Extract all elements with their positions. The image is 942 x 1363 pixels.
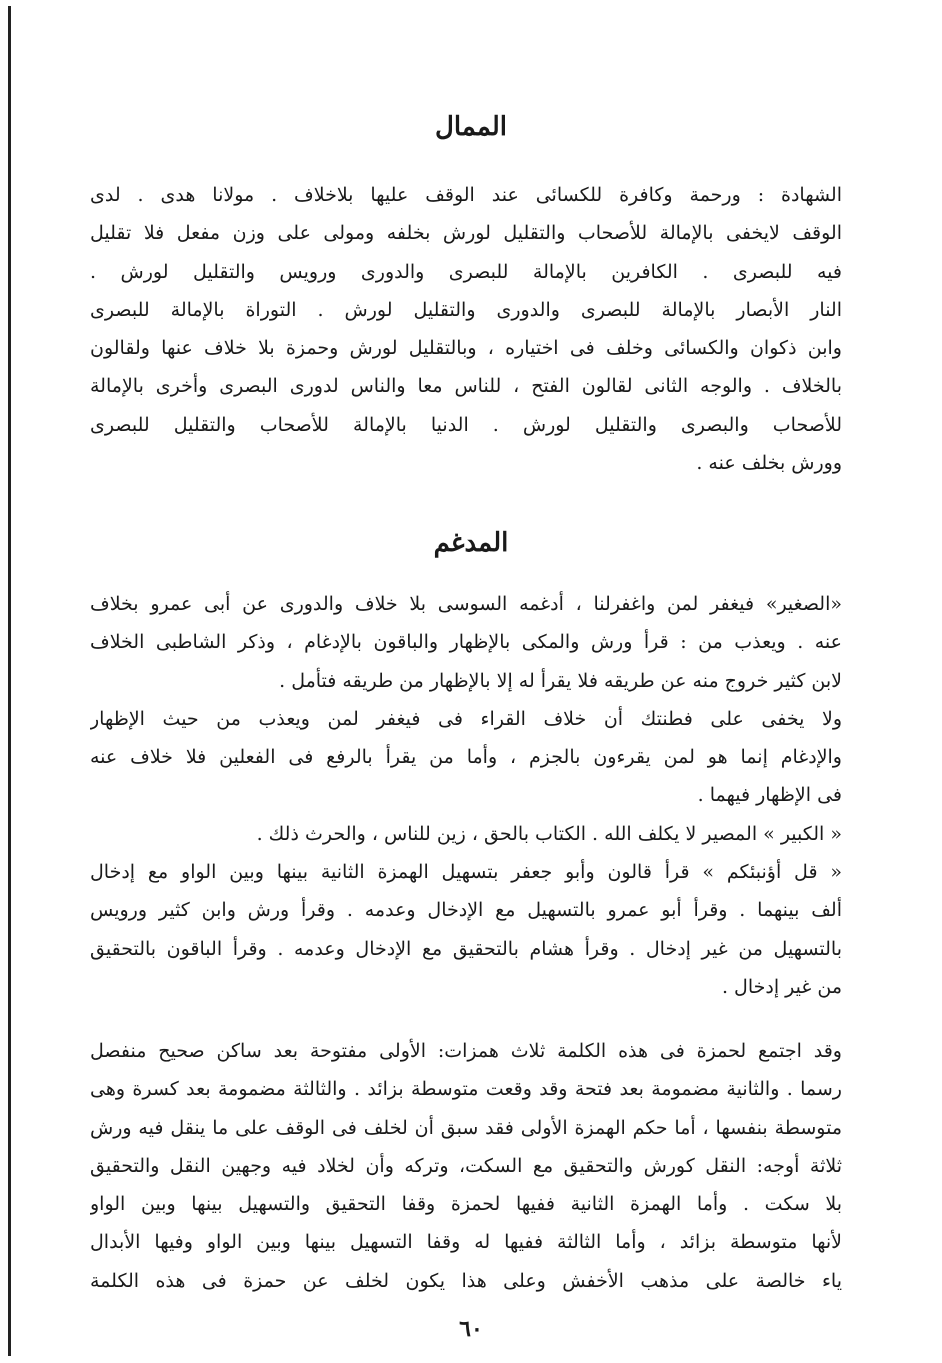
text-line: فى الإظهار فيهما . — [697, 784, 842, 807]
text-line: وابن ذكوان والكسائى وخلف فى اختياره ، وبالتقليل لورش وحمزة بلا خلاف عنها ولقالون — [90, 337, 842, 360]
text-line: ثلاثة أوجه: النقل كورش والتحقيق مع السكت، وتركه وأن لخلاد فيه وجهين النقل والتحقيق — [90, 1154, 842, 1177]
text-line: الوقف لايخفى بالإمالة للأصحاب والتقليل لورش بخلفه ومولى على وزن مفعل فلا تقليل — [90, 222, 842, 245]
text-line: لأنها متوسطة بزائد ، وأما الثالثة ففيها له وقفا التسهيل بينها وبين الواو وفيها الأبدال — [90, 1231, 842, 1254]
section-title-mudgham: المدغم — [433, 528, 509, 558]
text-line: بالخلاف . والوجه الثانى لقالون الفتح ، للناس معا والناس لدورى البصرى وأخرى بالإمالة — [90, 375, 842, 398]
text-line: « الكبير » المصير لا يكلف الله . الكتاب بالحق ، زين للناس ، والحرث ذلك . — [256, 822, 842, 845]
section-body-mumal — [90, 176, 842, 482]
section-body-hamza — [90, 1032, 842, 1300]
text-line: والإدغام إنما هو لمن يقرءون بالجزم ، وأما من يقرأ بالرفع فى الفعلين فلا خلاف عنه — [90, 746, 842, 769]
text-line: النار الأبصار بالإمالة للبصرى والدورى والتقليل لورش . التوراة بالإمالة للبصرى — [90, 298, 842, 321]
text-line: عنه . ويعذب من : قرأ ورش والمكى بالإظهار والباقون بالإدغام ، وذكر الشاطبى الخلاف — [90, 631, 842, 654]
text-line: من غير إدخال . — [721, 975, 842, 998]
text-line: فيه للبصرى . الكافرين بالإمالة للبصرى والدورى ورويس والتقليل لورش . — [90, 260, 842, 283]
text-line: ألف بينهما . وقرأ أبو عمرو بالتسهيل مع الإدخال وعدمه . وقرأ ورش وابن كثير ورويس — [90, 899, 842, 922]
text-line: رسما . والثانية مضمومة بعد فتحة وقد وقعت متوسطة بزائد . والثالثة مضمومة بعد كسرة وهى — [90, 1078, 842, 1101]
text-line: بالتسهيل من غير إدخال . وقرأ هشام بالتحقيق مع الإدخال وعدمه . وقرأ الباقون بالتحقيق — [90, 937, 842, 960]
text-line: لابن كثير خروج منه عن طريقه فلا يقرأ له إلا بالإظهار من طريقه فتأمل . — [279, 669, 842, 692]
text-line: الشهادة : ورحمة وكافرة للكسائى عند الوقف عليها بلاخلاف . مولانا هدى . لدى — [90, 184, 842, 206]
text-line: «الصغير» فيغفر لمن واغفرلنا ، أدغمه السوسى بلا خلاف والدورى عن أبى عمرو بخلاف — [90, 593, 842, 615]
text-line: وقد اجتمع لحمزة فى هذه الكلمة ثلاث همزات: الأولى مفتوحة بعد ساكن صحيح منفصل — [90, 1040, 842, 1062]
text-line: ولا يخفى على فطنتك أن خلاف القراء فى فيغفر لمن ويعذب من حيث الإظهار — [90, 707, 842, 730]
text-line: للأصحاب والبصرى والتقليل لورش . الدنيا بالإمالة للأصحاب والتقليل للبصرى — [90, 413, 842, 436]
text-line: متوسطة بنفسها ، أما حكم الهمزة الأولى فقد سبق أن لخلف فى الوقف على ما ينقل فيه ورش — [90, 1116, 842, 1139]
text-line: « قل أؤنبئكم » قرأ قالون وأبو جعفر بتسهيل الهمزة الثانية بينها وبين الواو مع إدخال — [90, 861, 842, 884]
page-edge-border — [8, 6, 11, 1356]
text-line: وورش بخلف عنه . — [696, 452, 842, 475]
section-title-mumal: الممال — [434, 112, 508, 142]
page-number: ٦٠ — [459, 1316, 483, 1342]
section-body-mudgham — [90, 585, 842, 1006]
text-line: بلا سكت . وأما الهمزة الثانية ففيها لحمزة وقفا التحقيق والتسهيل بينها وبين الواو — [90, 1193, 842, 1216]
text-line: ياء خالصة على مذهب الأخفش وعلى هذا يكون لخلف عن حمزة فى هذه الكلمة — [90, 1269, 842, 1292]
